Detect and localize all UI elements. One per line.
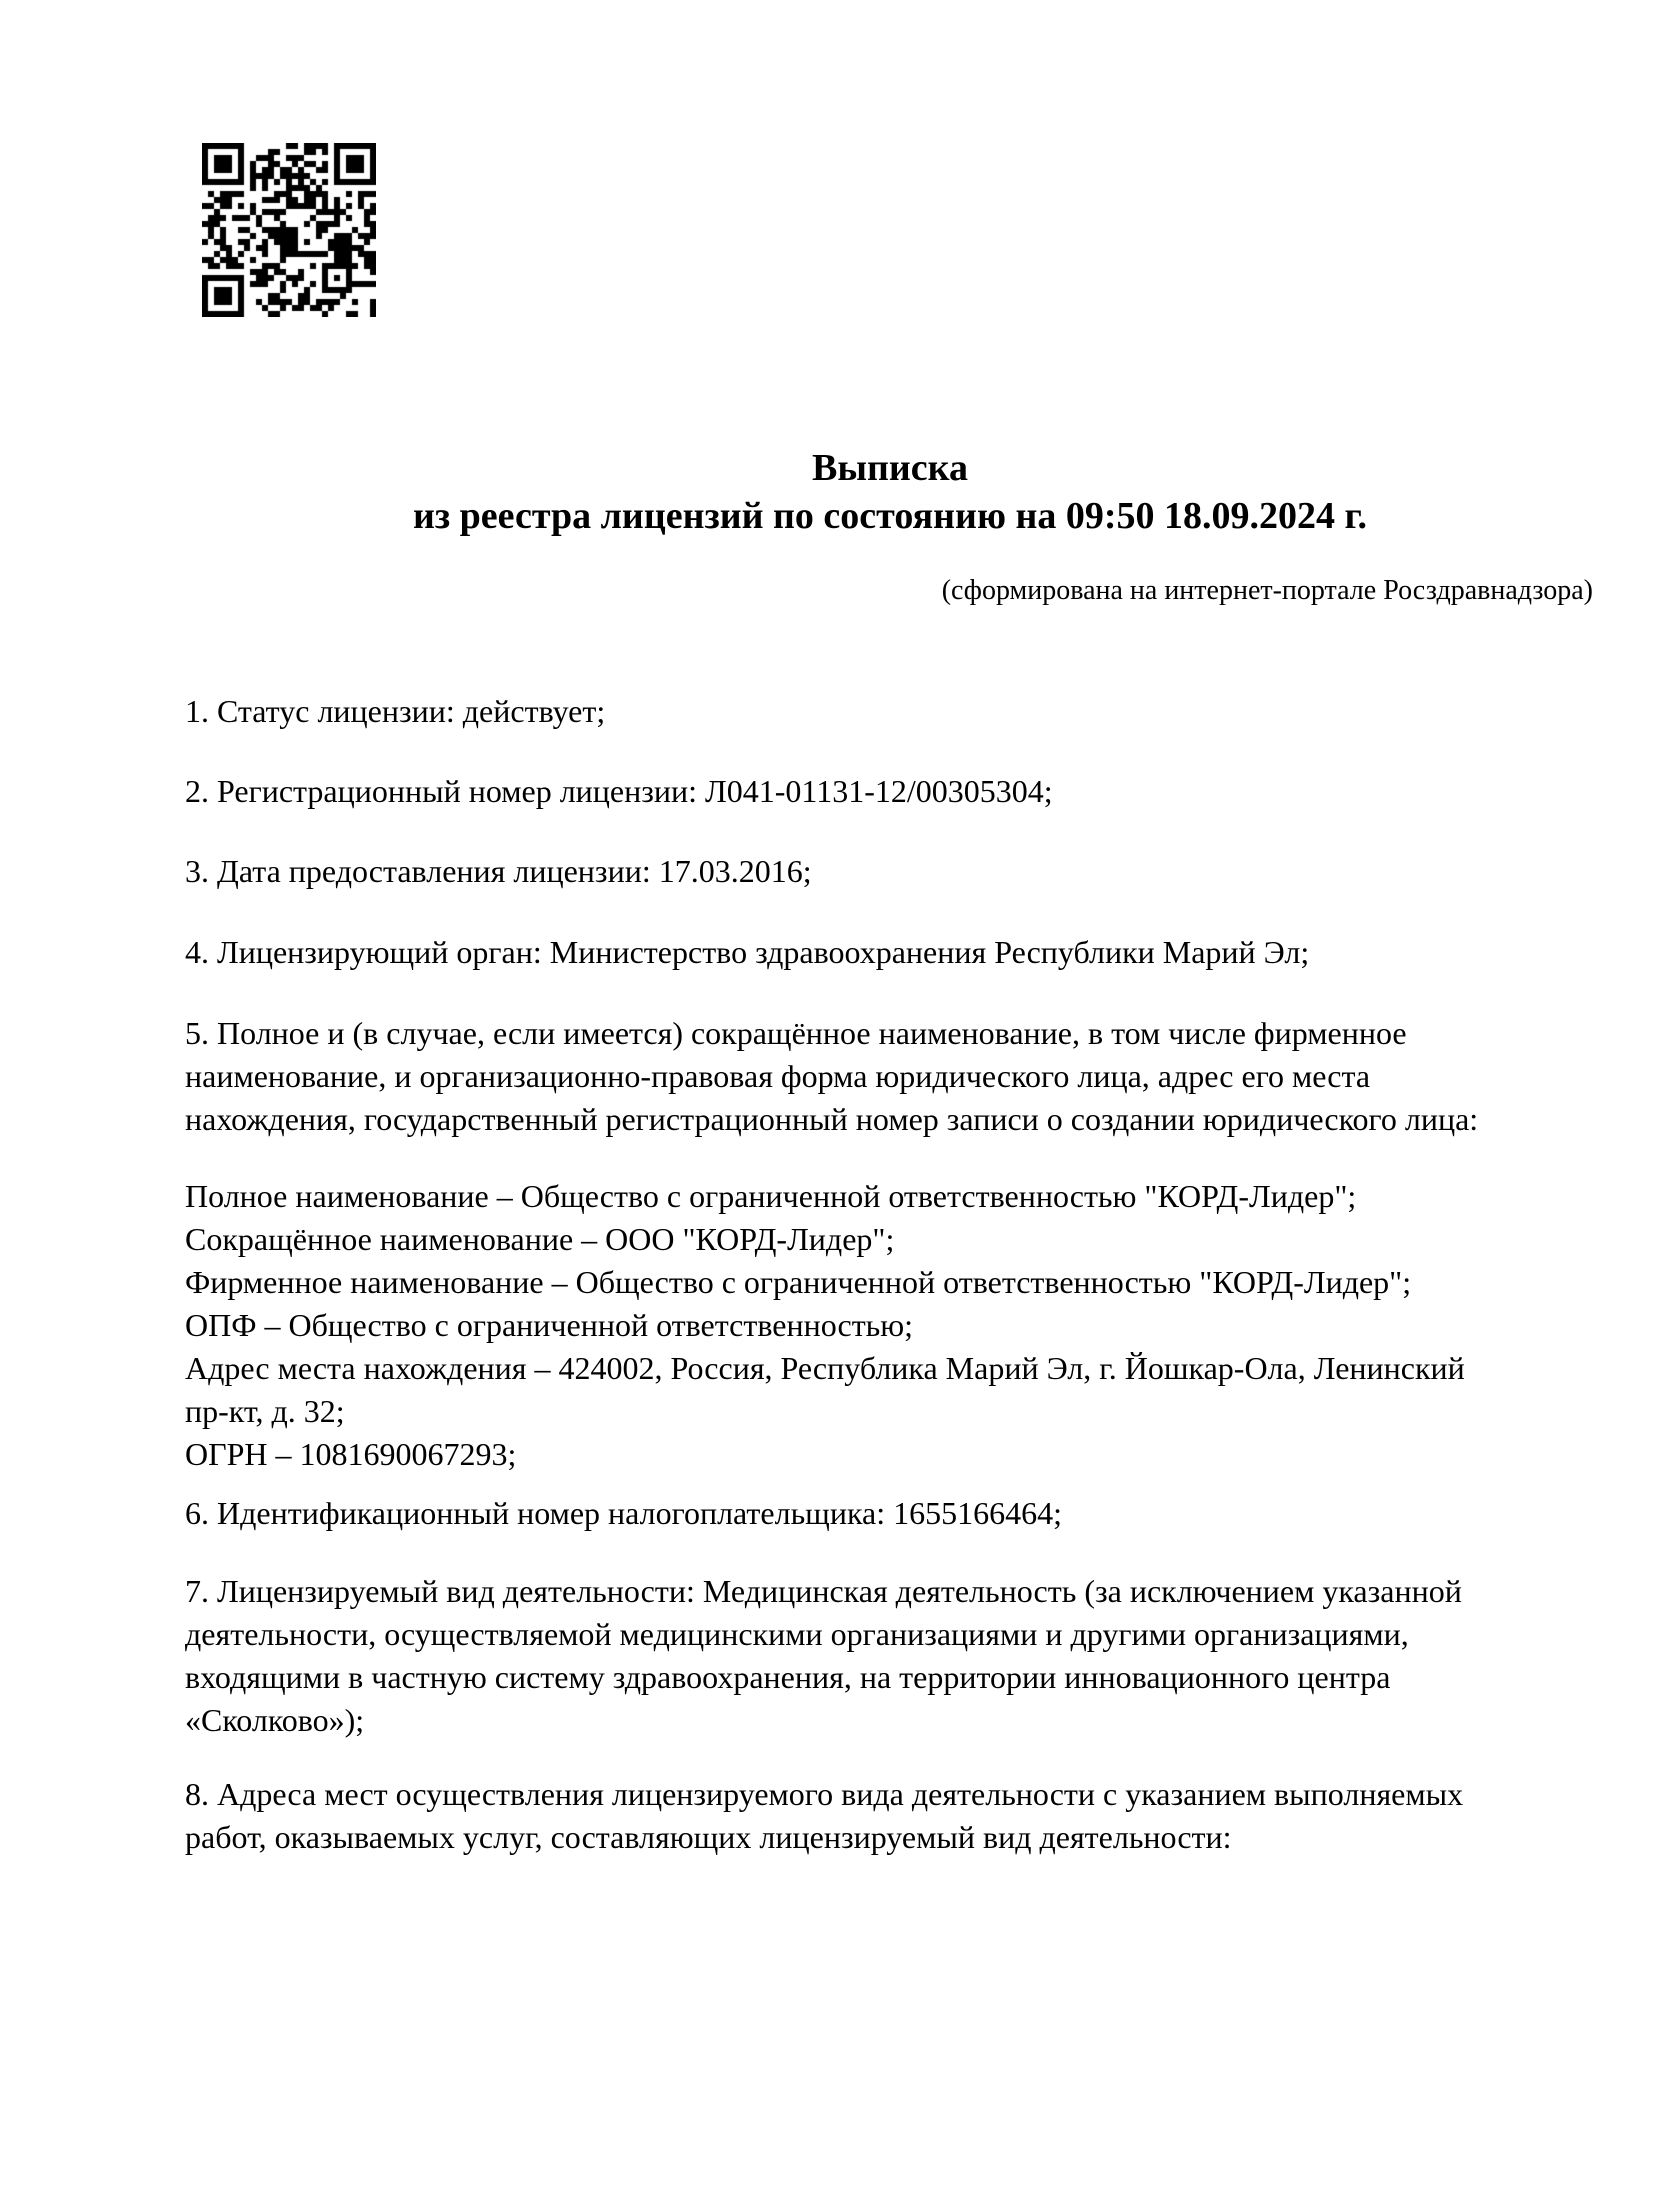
text-line: ОПФ – Общество с ограниченной ответственностью; (185, 1307, 914, 1343)
text-line: 8. Адреса мест осуществления лицензируемого вида деятельности с указанием выполняемых (185, 1776, 1464, 1812)
text-line: 1. Статус лицензии: действует; (185, 693, 606, 729)
text-line: Полное наименование – Общество с ограниченной ответственностью "КОРД-Лидер"; (185, 1178, 1357, 1214)
qr-code-icon (202, 143, 376, 317)
text-line: наименование, и организационно-правовая форма юридического лица, адрес его места (185, 1058, 1371, 1094)
paragraph-registration-number (185, 770, 1605, 813)
paragraph-license-date (185, 850, 1605, 893)
text-line: 4. Лицензирующий орган: Министерство здравоохранения Республики Марий Эл; (185, 934, 1310, 970)
text-line: работ, оказываемых услуг, составляющих лицензируемый вид деятельности: (185, 1819, 1232, 1855)
title-line-1: Выписка (812, 447, 968, 489)
text-line: нахождения, государственный регистрационный номер записи о создании юридического лица: (185, 1101, 1479, 1137)
text-line: Фирменное наименование – Общество с ограниченной ответственностью "КОРД-Лидер"; (185, 1264, 1412, 1300)
text-line: 7. Лицензируемый вид деятельности: Медицинская деятельность (за исключением указанной (185, 1573, 1462, 1609)
paragraph-taxpayer-number (185, 1492, 1605, 1535)
text-line: 3. Дата предоставления лицензии: 17.03.2016; (185, 853, 812, 889)
text-line: Сокращённое наименование – ООО "КОРД-Лидер"; (185, 1221, 895, 1257)
text-line: входящими в частную систему здравоохранения, на территории инновационного центра (185, 1659, 1391, 1695)
document-subtitle: (сформирована на интернет-портале Росздравнадзора) (941, 575, 1593, 606)
text-line: пр-кт, д. 32; (185, 1393, 345, 1429)
paragraph-license-status (185, 690, 1605, 733)
text-line: «Сколково»); (185, 1702, 365, 1738)
text-line: деятельности, осуществляемой медицинскими организациями и другими организациями, (185, 1616, 1409, 1652)
paragraph-licensing-authority (185, 931, 1605, 974)
paragraph-name-heading (185, 1012, 1605, 1141)
text-line: 5. Полное и (в случае, если имеется) сокращённое наименование, в том числе фирменное (185, 1015, 1407, 1051)
paragraph-licensed-activity (185, 1570, 1605, 1742)
text-line: 6. Идентификационный номер налогоплательщика: 1655166464; (185, 1495, 1062, 1531)
paragraph-activity-addresses (185, 1773, 1605, 1859)
text-line: 2. Регистрационный номер лицензии: Л041-01131-12/00305304; (185, 773, 1053, 809)
title-line-2: из реестра лицензий по состоянию на 09:50 18.09.2024 г. (412, 495, 1368, 537)
text-line: ОГРН – 1081690067293; (185, 1436, 517, 1472)
text-line: Адрес места нахождения – 424002, Россия, Республика Марий Эл, г. Йошкар-Ола, Ленинский (185, 1350, 1465, 1386)
document-title (185, 444, 1595, 540)
paragraph-organization-details (185, 1175, 1605, 1476)
